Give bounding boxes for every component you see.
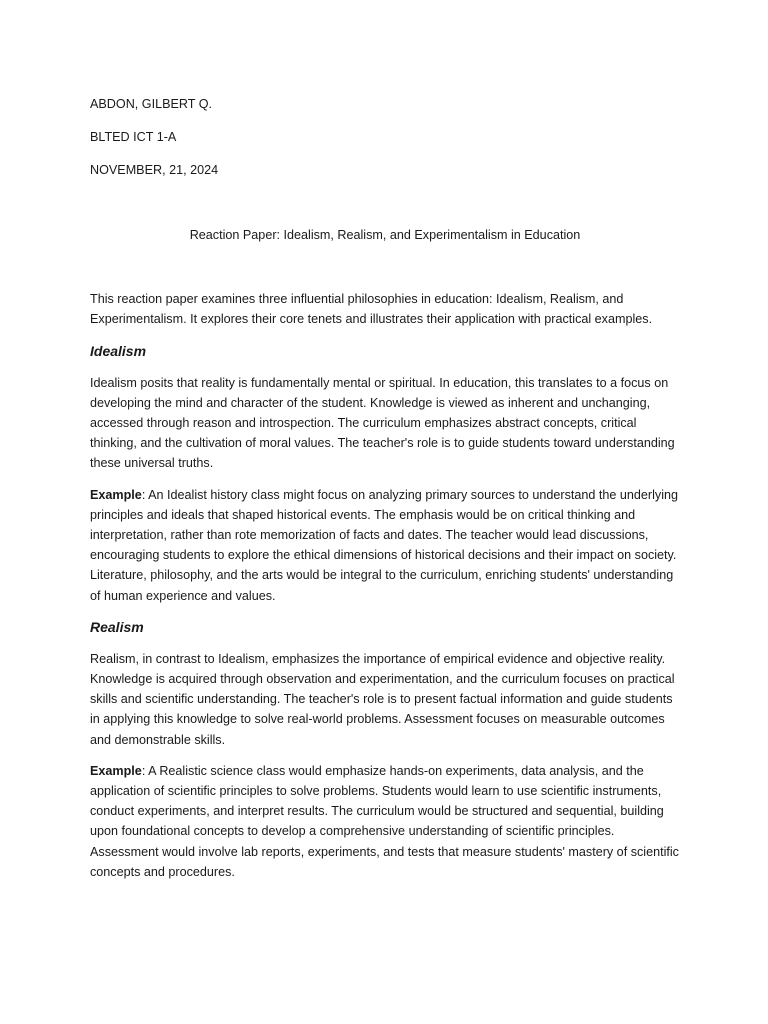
course-section: BLTED ICT 1-A bbox=[90, 130, 177, 144]
paper-title: Reaction Paper: Idealism, Realism, and Experimentalism in Education bbox=[189, 228, 581, 242]
realism-example bbox=[90, 761, 680, 882]
document-body bbox=[90, 94, 680, 882]
realism-example-text: : A Realistic science class would emphasize hands-on experiments, data analysis, and the application of scientific principles to solve problems. Students would learn to use scientific instruments, conduct experiments, and interpret results. The curriculum would be structured and sequential, building upon foundational concepts to develop a comprehensive understanding of scientific principles. Assessment would involve lab reports, experiments, and tests that measure students' mastery of scientific concepts and procedures. bbox=[90, 763, 679, 879]
intro-paragraph: This reaction paper examines three influential philosophies in education: Idealism, Realism, and Experimentalism. It explores their core tenets and illustrates their application with practical examples. bbox=[90, 292, 653, 327]
idealism-heading: Idealism bbox=[90, 342, 147, 359]
idealism-body: Idealism posits that reality is fundamentally mental or spiritual. In education, this translates to a focus on developing the mind and character of the student. Knowledge is viewed as inherent and unchanging, accessed through reason and introspection. The curriculum emphasizes abstract concepts, critical thinking, and the cultivation of moral values. The teacher's role is to guide students toward understanding these universal truths. bbox=[90, 375, 675, 471]
document-date: NOVEMBER, 21, 2024 bbox=[90, 163, 219, 177]
realism-heading: Realism bbox=[90, 618, 144, 635]
idealism-example bbox=[90, 485, 680, 606]
idealism-example-label: Example bbox=[90, 487, 142, 502]
author-name: ABDON, GILBERT Q. bbox=[90, 97, 213, 111]
realism-body: Realism, in contrast to Idealism, emphasizes the importance of empirical evidence and objective reality. Knowledge is acquired through observation and experimentation, and the curriculum focuses on practical skills and scientific understanding. The teacher's role is to present factual information and guide students in applying this knowledge to solve real-world problems. Assessment focuses on measurable outcomes and demonstrable skills. bbox=[90, 651, 675, 747]
idealism-example-text: : An Idealist history class might focus on analyzing primary sources to understand the underlying principles and ideals that shaped historical events. The emphasis would be on critical thinking and interpretation, rather than rote memorization of facts and dates. The teacher would lead discussions, encouraging students to explore the ethical dimensions of historical decisions and their impact on society. Literature, philosophy, and the arts would be integral to the curriculum, enriching students' understanding of human experience and values. bbox=[90, 487, 679, 603]
realism-example-label: Example bbox=[90, 763, 142, 778]
